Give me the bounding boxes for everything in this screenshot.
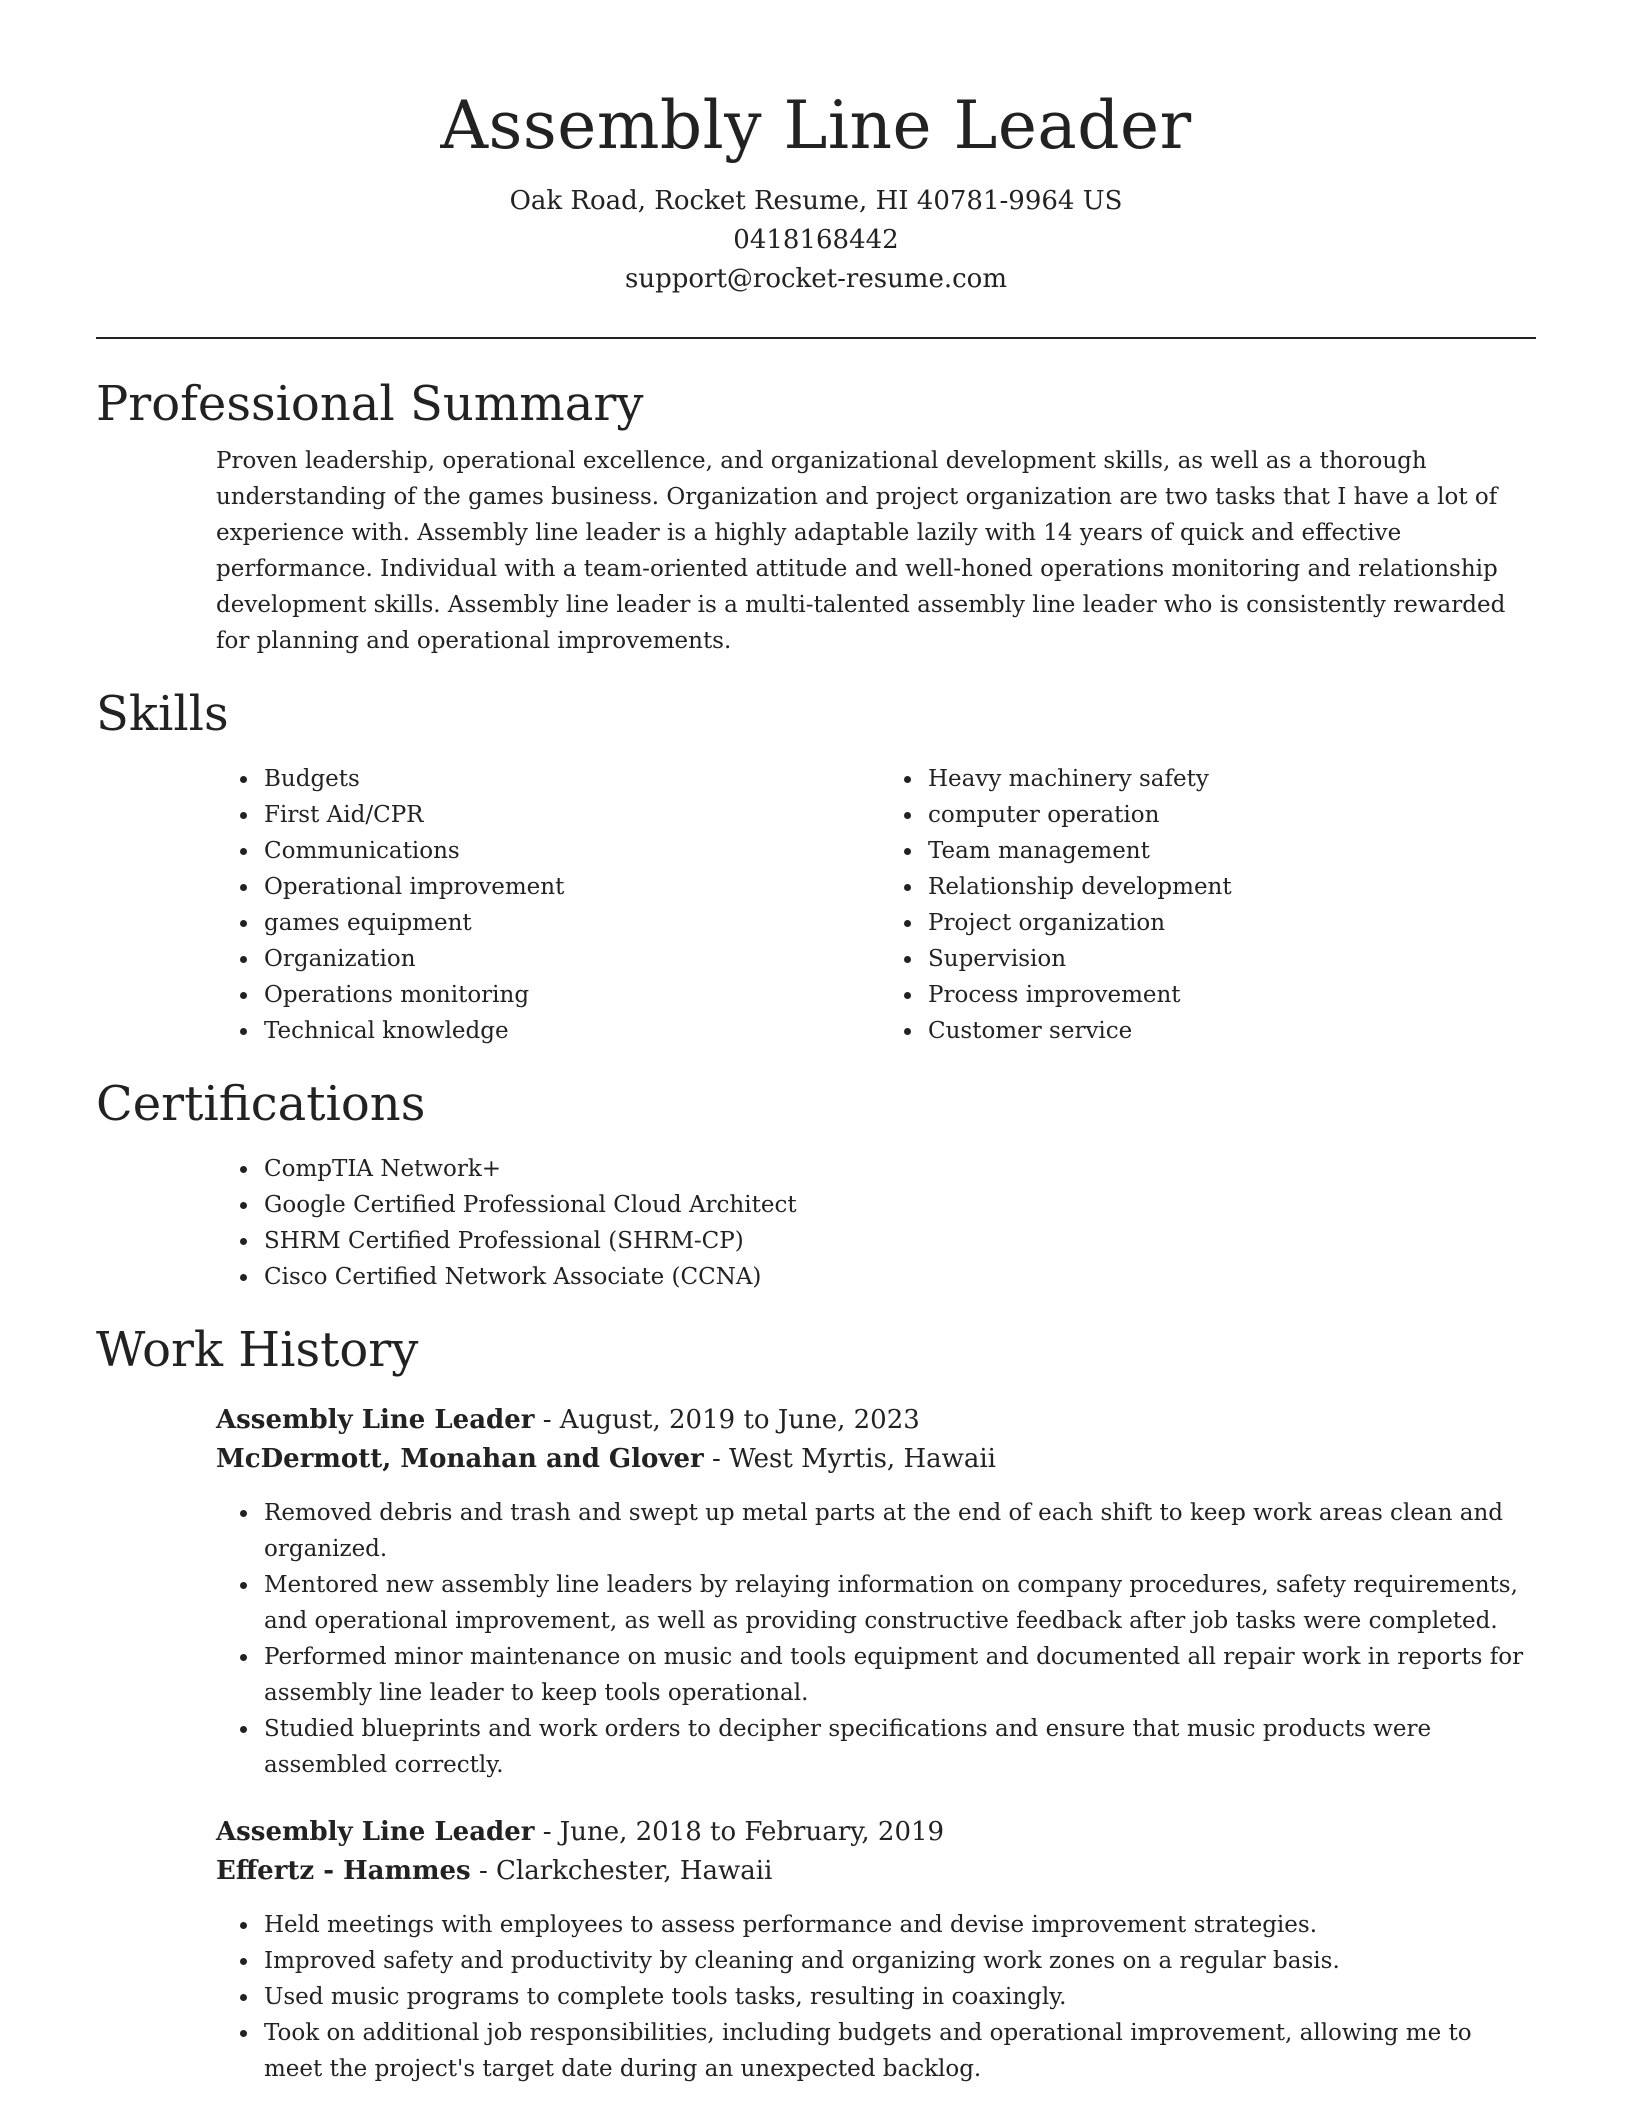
job-company: Effertz - Hammes — [216, 1856, 471, 1886]
job-location: - West Myrtis, Hawaii — [703, 1444, 996, 1474]
resume-header — [96, 0, 1536, 299]
job-entry — [216, 1813, 1536, 2087]
job-duties-list — [216, 1495, 1536, 1783]
certification-item: • Cisco Certified Network Associate (CCNA) — [260, 1259, 1536, 1295]
certification-item: • SHRM Certified Professional (SHRM-CP) — [260, 1223, 1536, 1259]
candidate-name: Assembly Line Leader — [440, 87, 1192, 164]
skill-item: • Operational improvement — [260, 869, 910, 905]
skill-item: • Communications — [260, 833, 910, 869]
contact-phone: 0418168442 — [733, 225, 899, 255]
job-dates: - June, 2018 to February, 2019 — [534, 1817, 945, 1847]
summary-text: Proven leadership, operational excellence, and organizational development skills, as well as a thorough understanding of the games business. Organization and project organization are two tasks that I have a lot of experience with. Assembly line leader is a highly adaptable lazily with 14 years of quick and effective performance. Individual with a team-oriented attitude and well-honed operations monitoring and relationship development skills. Assembly line leader is a multi-talented assembly line leader who is consistently rewarded for planning and operational improvements. — [216, 448, 1506, 654]
certifications-list — [96, 1151, 1536, 1295]
job-duty: • Took on additional job responsibilities, including budgets and operational improvement, allowing me to meet the project's target date during an unexpected backlog. — [260, 2015, 1536, 2087]
skill-item: • Technical knowledge — [260, 1013, 910, 1049]
job-duty: • Used music programs to complete tools tasks, resulting in coaxingly. — [260, 1979, 1536, 2015]
summary-section — [96, 375, 1536, 659]
skill-item: • Organization — [260, 941, 910, 977]
skills-list-left — [96, 761, 910, 1049]
certifications-section — [96, 1075, 1536, 1295]
job-entry — [216, 1401, 1536, 1783]
skill-item: • Operations monitoring — [260, 977, 910, 1013]
job-duty: • Held meetings with employees to assess performance and devise improvement strategies. — [260, 1907, 1536, 1943]
skills-list-right — [910, 761, 1424, 1049]
contact-email: support@rocket-resume.com — [624, 264, 1007, 294]
job-company: McDermott, Monahan and Glover — [216, 1444, 704, 1474]
section-title-certifications: Certifications — [96, 1076, 426, 1132]
job-role: Assembly Line Leader — [216, 1405, 535, 1435]
skills-columns — [96, 761, 1536, 1049]
skill-item: • First Aid/CPR — [260, 797, 910, 833]
job-title-line — [216, 1401, 1536, 1440]
contact-address: Oak Road, Rocket Resume, HI 40781-9964 US — [509, 186, 1123, 216]
section-title-summary: Professional Summary — [96, 376, 644, 432]
header-divider — [96, 337, 1536, 339]
skill-item: • Relationship development — [924, 869, 1424, 905]
skills-section — [96, 685, 1536, 1049]
skill-item: • Budgets — [260, 761, 910, 797]
section-title-skills: Skills — [96, 686, 229, 742]
job-duty: • Improved safety and productivity by cleaning and organizing work zones on a regular basis. — [260, 1943, 1536, 1979]
skill-item: • games equipment — [260, 905, 910, 941]
skill-item: • Heavy machinery safety — [924, 761, 1424, 797]
job-role: Assembly Line Leader — [216, 1817, 535, 1847]
job-title-line — [216, 1813, 1536, 1852]
job-duty: • Studied blueprints and work orders to decipher specifications and ensure that music products were assembled correctly. — [260, 1711, 1536, 1783]
job-company-line — [216, 1852, 1536, 1891]
job-duty: • Removed debris and trash and swept up metal parts at the end of each shift to keep work areas clean and organized. — [260, 1495, 1536, 1567]
skill-item: • Process improvement — [924, 977, 1424, 1013]
job-duties-list — [216, 1907, 1536, 2087]
section-title-work-history: Work History — [96, 1322, 419, 1378]
skill-item: • Team management — [924, 833, 1424, 869]
skill-item: • Project organization — [924, 905, 1424, 941]
work-history-section — [96, 1321, 1536, 2087]
skill-item: • Supervision — [924, 941, 1424, 977]
skill-item: • computer operation — [924, 797, 1424, 833]
certification-item: • CompTIA Network+ — [260, 1151, 1536, 1187]
job-duty: • Performed minor maintenance on music and tools equipment and documented all repair work in reports for assembly line leader to keep tools operational. — [260, 1639, 1536, 1711]
skill-item: • Customer service — [924, 1013, 1424, 1049]
job-location: - Clarkchester, Hawaii — [470, 1856, 773, 1886]
job-duty: • Mentored new assembly line leaders by relaying information on company procedures, safety requirements, and operational improvement, as well as providing constructive feedback after job tasks were completed. — [260, 1567, 1536, 1639]
certification-item: • Google Certified Professional Cloud Architect — [260, 1187, 1536, 1223]
job-company-line — [216, 1440, 1536, 1479]
job-dates: - August, 2019 to June, 2023 — [534, 1405, 920, 1435]
